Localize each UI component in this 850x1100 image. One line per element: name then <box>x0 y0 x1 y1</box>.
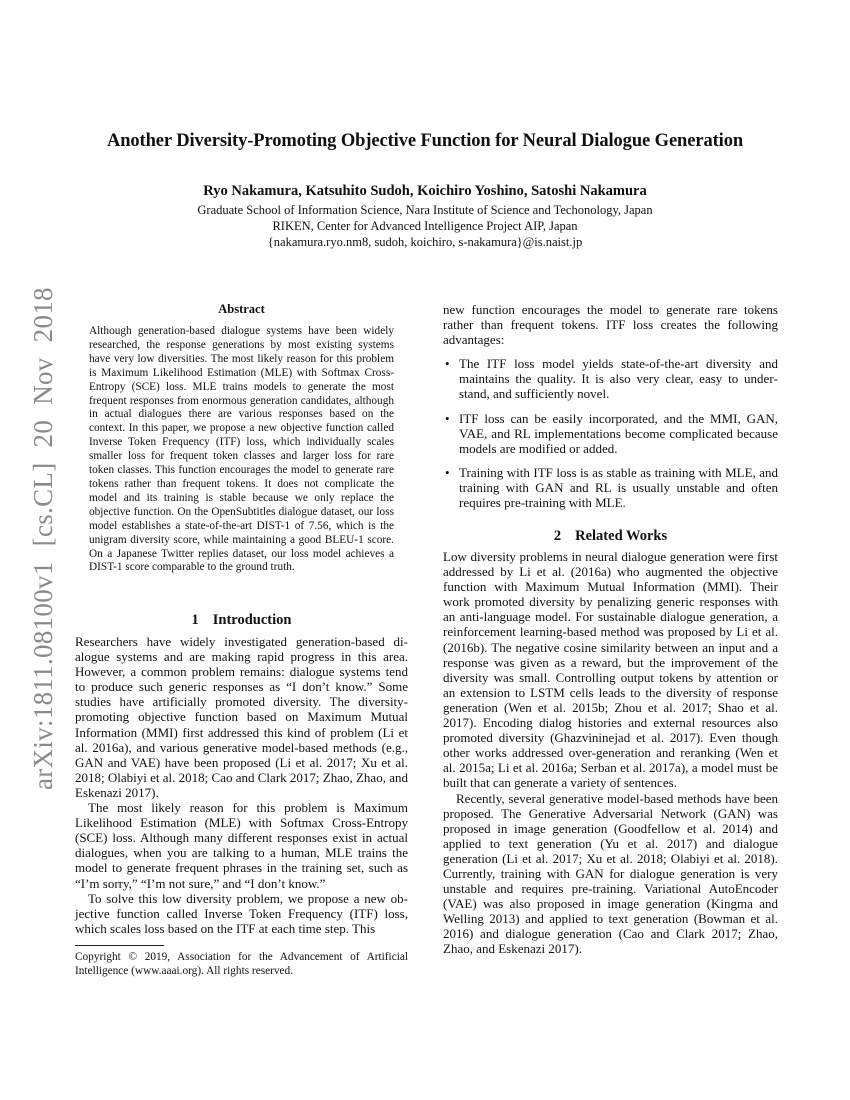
list-item: • The ITF loss model yields state-of-the-art diversity and maintains the quality. It is also very clear, easy to understand, and sufficiently novel. <box>445 356 778 402</box>
section-title: Introduction <box>212 612 292 628</box>
right-column-top <box>443 302 778 510</box>
list-item: • ITF loss can be easily incorporated, and the MMI, GAN, VAE, and RL implementations become complicated because models are modified or added. <box>445 410 778 456</box>
left-column-body <box>75 634 408 936</box>
section-title: Related Works <box>575 528 668 544</box>
affiliation-naist: Graduate School of Information Science, Nara Institute of Science and Techonology, Japan <box>197 203 653 217</box>
abstract-body: Although generation-based dialogue systems have been widely researched, the response generations by most existing systems have very low diversities. The most likely reason for this problem is Maximum Likelihood Estimation (MLE) with Softmax Cross-Entropy (SCE) loss. MLE trains models to generate the most frequent responses from enormous generation candidates, although in actual dialogues there are various responses based on the context. In this paper, we propose a new objective function called Inverse Token Frequency (ITF) loss, which individually scales smaller loss for frequent token classes and larger loss for rare token classes. This function encourages the model to generate rare tokens rather than frequent tokens. It does not complicate the model and its training is stable because we only replace the objective function. On the OpenSubtitles dialogue dataset, our loss model establishes a state-of-the-art DIST-1 of 7.56, which is the unigram diversity score, while maintaining a good BLEU-1 score. On a Japanese Twitter replies dataset, our loss model achieves a DIST-1 score comparable to the ground truth. <box>89 325 394 574</box>
paper-title: Another Diversity-Promoting Objective Function for Neural Dialogue Generation <box>106 131 744 151</box>
footnote-rule <box>75 945 164 946</box>
author-emails: {nakamura.ryo.nm8, sudoh, koichiro, s-nakamura}@is.naist.jp <box>267 235 583 249</box>
advantages-list <box>443 356 778 510</box>
list-item: • Training with ITF loss is as stable as training with MLE, and training with GAN and RL is usually unstable and often requires pre-training with MLE. <box>445 464 778 511</box>
author-list: Ryo Nakamura, Katsuhito Sudoh, Koichiro Yoshino, Satoshi Nakamura <box>203 183 647 199</box>
affiliation-riken: RIKEN, Center for Advanced Intelligence Project AIP, Japan <box>272 219 578 233</box>
section-heading-introduction <box>75 612 408 629</box>
bullet-icon: • <box>445 356 450 372</box>
section-heading-related-works <box>443 528 778 545</box>
right-column-related-works <box>443 549 778 957</box>
intro-paragraph: The most likely reason for this problem is Maximum Likelihood Estimation (MLE) with Softmax Cross-Entropy (SCE) loss. Although many different responses exist in actual dialogues, when you are talking to a human, MLE trains the model to generate frequent phrases in the training set, such as “I’m sorry,” “I’m not sure,” and “I don’t know.” <box>75 800 408 891</box>
copyright-footnote: Copyright © 2019, Association for the Advancement of Artificial Intelligence (www.aaai.org). All rights reserved. <box>75 951 408 977</box>
abstract-heading: Abstract <box>218 302 265 316</box>
intro-paragraph: Researchers have widely investigated generation-based dialogue systems and are making rapid progress in this area. However, a common problem remains: dialogue systems tend to produce such generic responses as “I don’t know.” Some studies have artificially promoted diversity. The diversity-promoting objective function based on Maximum Mutual Information (MMI) first addressed this kind of problem (Li et al. 2016a), and various generative model-based methods (e.g., GAN and VAE) have been proposed (Li et al. 2017; Xu et al. 2018; Olabiyi et al. 2018; Cao and Clark 2017; Zhao, Zhao, and Eskenazi 2017). <box>75 634 408 800</box>
section-number: 1 <box>191 612 199 628</box>
related-paragraph: Low diversity problems in neural dialogue generation were first addressed by Li et al. (2016a) who augmented the objective function with Maximum Mutual Information (MMI). Their work promoted diversity by penalizing generic responses with an anti-language model. For sustainable dialogue generation, a reinforcement learning-based method was proposed by Li et al. (2016b). The negative cosine similarity between an input and a response was given as a reward, but the improvement of the diversity was small. Controlling output tokens by attention or an extension to LSTM cells leads to the diversity of response generation (Wen et al. 2015b; Zhou et al. 2017; Shao et al. 2017). Encoding dialog histories and external resources also promoted diversity (Ghazvininejad et al. 2017). Even though other works addressed over-generation and reranking (Wen et al. 2015a; Li et al. 2016a; Serban et al. 2017a), a model must be built that can generate a variety of sentences. <box>443 549 778 791</box>
bullet-icon: • <box>445 410 450 426</box>
intro-paragraph: To solve this low diversity problem, we propose a new objective function called Inverse Token Frequency (ITF) loss, which scales loss based on the ITF at each time step. This <box>75 890 408 936</box>
related-paragraph: Recently, several generative model-based methods have been proposed. The Generative Adversarial Network (GAN) was proposed in image generation (Goodfellow et al. 2014) and applied to text generation (Yu et al. 2017) and dialogue generation (Li et al. 2017; Xu et al. 2018; Olabiyi et al. 2018). Currently, training with GAN for dialogue generation is very unstable and requires pre-training. Variational AutoEncoder (VAE) was also proposed in image generation (Kingma and Welling 2013) and applied to text generation (Bowman et al. 2016) and dialogue generation (Cao and Clark 2017; Zhao, Zhao, and Eskenazi 2017). <box>443 790 778 957</box>
section-number: 2 <box>553 528 562 544</box>
intro-continuation: new function encourages the model to generate rare tokens rather than frequent tokens. ITF loss creates the following advantages: <box>443 302 778 348</box>
arxiv-stamp: arXiv:1811.08100v1 [cs.CL] 20 Nov 2018 <box>28 287 58 790</box>
bullet-icon: • <box>445 464 450 480</box>
